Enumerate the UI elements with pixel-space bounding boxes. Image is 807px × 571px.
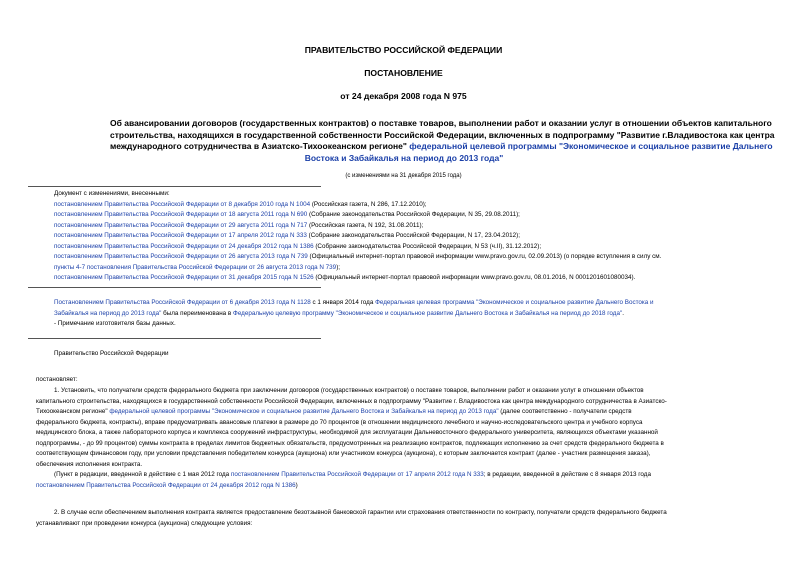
divider [28,338,321,339]
program-link[interactable]: Востока и Забайкалья на период до 2013 года" [304,152,504,163]
producer-note: - Примечание изготовителя базы данных. [54,320,176,327]
paragraph-2 [36,508,776,529]
revision-text: (Пункт в редакции, введенной в действие с 1 мая 2012 года [54,471,231,478]
title-line [110,153,698,165]
amendment-link[interactable]: постановлением Правительства Российской Федерации от 29 августа 2011 года N 717 [54,221,308,229]
amendment-link[interactable]: пункты 4-7 постановления Правительства Российской Федерации от 26 августа 2013 года N 739 [54,263,337,271]
document-title [110,118,775,164]
rename-note [54,298,774,330]
changes-intro: Документ с изменениями, внесенными: [54,190,170,197]
divider [28,186,321,187]
amendment-link[interactable]: постановлением Правительства Российской Федерации от 17 апреля 2012 года N 333 [54,232,307,239]
rename-line [54,298,774,309]
amendment-source: (Российская газета, N 286, 17.12.2010); [310,200,427,208]
paragraph-1 [36,386,776,491]
rename-text: . [622,309,624,317]
title-line: Об авансировании договоров (государственных контрактов) о поставке товаров, выполнении работ и оказании услуг в отношении объектов капитального [110,118,772,128]
list-item [54,252,774,263]
paragraph-line: 1. Установить, что получатели средств федерального бюджета при заключении договоров (государственных контрактов) о поставке товаров, выполнении работ и оказании услуг в отношении объектов [54,387,644,394]
revision-note [36,481,776,492]
amendment-source: (Официальный интернет-портал правовой информации www.pravo.gov.ru, 08.01.2016, N 0001201601080034). [313,274,636,281]
amendment-link[interactable]: постановлением Правительства Российской Федерации от 18 августа 2011 года N 690 [54,211,308,218]
paragraph-line: медицинского блока, а также лабораторного корпуса и комплекса сооружений инфраструктуры, необходимой для эксплуатации Дальневосточного федерального университета, являющихся объектами указанной [36,429,658,436]
amendment-link[interactable]: постановлением Правительства Российской Федерации от 26 августа 2013 года N 739 [54,253,308,260]
amendment-link[interactable]: постановлением Правительства Российской Федерации от 24 декабря 2012 года N 1386 [54,242,314,250]
revision-text: ; в редакции, введенной в действие с 8 января 2013 года [483,471,651,478]
revision-text: ) [295,481,298,489]
amendment-source: (Официальный интернет-портал правовой информации www.pravo.gov.ru, 02.09.2013) (о порядке вступления в силу см. [307,253,662,260]
list-item [54,231,774,242]
list-item [54,200,774,211]
changes-list [54,189,774,284]
paragraph-line: 2. В случае если обеспечением выполнения контракта является предоставление безотзывной банковской гарантии или страхования ответственности по контракту, получатели средств федерального бюджета [54,509,667,516]
rename-text: с 1 января 2014 года [310,299,376,306]
subtitle: (с изменениями на 31 декабря 2015 года) [345,173,462,179]
title-line: строительства, находящихся в государственной собственности Российской Федерации, включенных в подпрограмму "Развитие г.Владивостока как центра [110,129,775,140]
paragraph-line [36,407,776,418]
rename-text: была переименована в [161,309,234,317]
program-link[interactable]: Федеральную целевую программу "Экономическое и социальное развитие Дальнего Востока и Забайкалья на период до 2018 года" [233,309,623,317]
government-name: Правительство Российской Федерации [54,350,169,357]
program-link[interactable]: федеральной целевой программы "Экономическое и социальное развитие Дальнего [409,141,773,151]
decree-link[interactable]: постановлением Правительства Российской Федерации от 24 декабря 2012 года N 1386 [36,481,296,489]
list-item [54,221,774,232]
document-date: от 24 декабря 2008 года N 975 [340,91,467,101]
list-item [54,273,774,284]
amendment-link[interactable]: постановлением Правительства Российской Федерации от 31 декабря 2015 года N 1526 [54,274,314,281]
document-type: ПОСТАНОВЛЕНИЕ [364,68,443,78]
decrees-word: постановляет: [36,376,78,383]
paragraph-line: подпрограммы, - до 99 процентов) суммы контракта в пределах лимитов бюджетных обязательств, предусмотренных на реализацию контрактов, подлежащих исполнению за счет средств федерального бюджета в [36,439,664,447]
paragraph-line: соответствующем финансовом году, при условии представления победителем конкурса (аукциона) или участником конкурса (аукциона), с которым заключается контракт (далее - участник размещения заказа), [36,450,651,457]
program-link[interactable]: Федеральная целевая программа "Экономическое и социальное развитие Дальнего Востока и [375,299,654,306]
paragraph-line: капитального строительства, находящихся в государственной собственности Российской Федерации, включенных в подпрограмму "Развитие г. Владивостока как центра международного сотрудничества в Азиатско- [36,397,667,405]
revision-note [36,470,776,481]
amendment-source: (Собрание законодательства Российской Федерации, N 35, 29.08.2011); [307,211,520,218]
amendment-source: (Собрание законодательства Российской Федерации, N 17, 23.04.2012); [306,232,520,239]
program-link[interactable]: федеральной целевой программы "Экономическое и социальное развитие Дальнего Востока и Забайкалья на период до 2013 года" [109,408,499,415]
amendment-source: (Собрание законодательства Российской Федерации, N 53 (ч.II), 31.12.2012); [313,242,542,250]
title-line [110,141,773,153]
list-item [54,263,774,274]
government-heading: ПРАВИТЕЛЬСТВО РОССИЙСКОЙ ФЕДЕРАЦИИ [304,45,503,55]
rename-line [54,309,774,320]
paragraph-text: Тихоокеанском регионе" [36,408,110,415]
paragraph-text: (далее соответственно - получатели средств [498,408,632,415]
amendment-link[interactable]: постановлением Правительства Российской Федерации от 8 декабря 2010 года N 1004 [54,200,311,208]
decree-link[interactable]: Постановлением Правительства Российской Федерации от 6 декабря 2013 года N 1128 [54,299,311,306]
paragraph-line: федерального бюджета, контракты), вправе предусматривать авансовые платежи в размере до 70 процентов (в отношении медицинского лечебного и научно-исследовательского центра и учебного корпуса [36,418,643,426]
amendment-source: ); [336,263,341,271]
decree-link[interactable]: постановлением Правительства Российской Федерации от 17 апреля 2012 года N 333 [230,471,484,478]
list-item [54,242,774,253]
divider [28,287,321,288]
program-link[interactable]: Забайкалья на период до 2013 года" [54,309,162,317]
title-text: международного сотрудничества в Азиатско-Тихоокеанском регионе" [110,141,407,151]
amendment-source: (Российская газета, N 192, 31.08.2011); [307,221,424,229]
list-item [54,210,774,221]
paragraph-line: обеспечения исполнения контракта. [36,460,143,468]
paragraph-line: устанавливают при проведении конкурса (аукциона) следующие условия: [36,519,253,527]
